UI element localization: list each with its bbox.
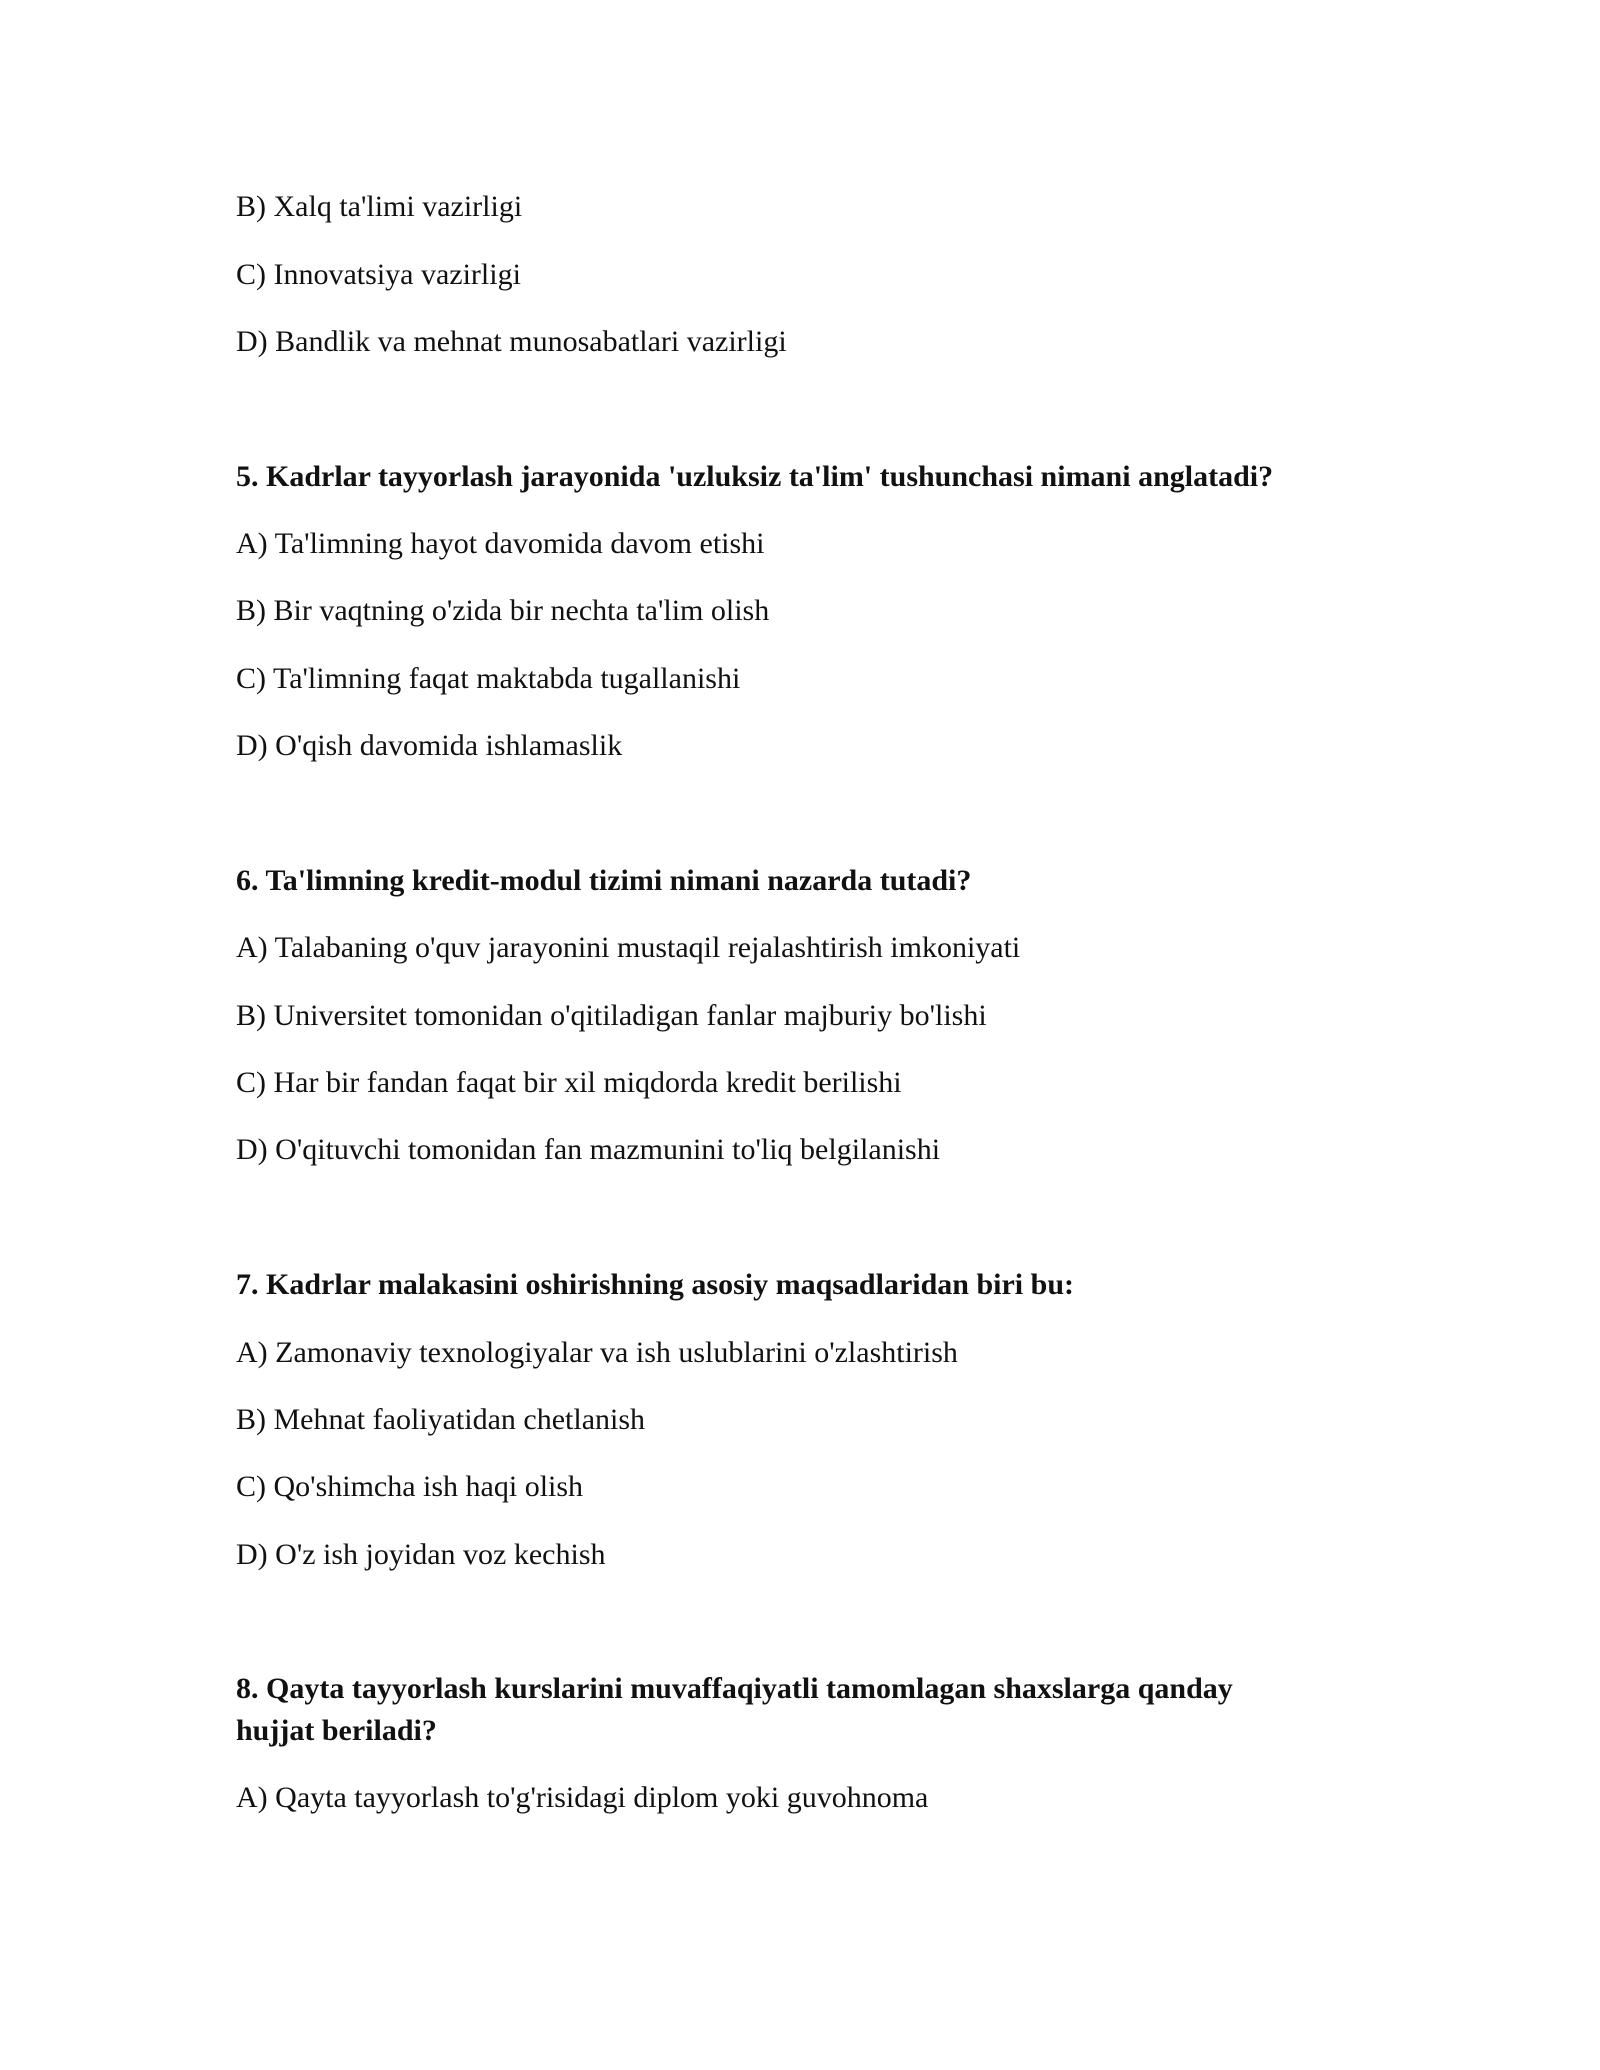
question-6: 6. Ta'limning kredit-modul tizimi nimani nazarda tutadi?: [236, 864, 972, 897]
option-7b: B) Mehnat faoliyatidan chetlanish: [236, 1403, 646, 1436]
question-7: 7. Kadrlar malakasini oshirishning asosiy maqsadlaridan biri bu:: [236, 1268, 1074, 1301]
option-4b: B) Xalq ta'limi vazirligi: [236, 190, 523, 223]
option-5d: D) O'qish davomida ishlamaslik: [236, 729, 623, 762]
option-6b: B) Universitet tomonidan o'qitiladigan fanlar majburiy bo'lishi: [236, 999, 987, 1032]
question-8-line-1: 8. Qayta tayyorlash kurslarini muvaffaqiyatli tamomlagan shaxslarga qanday: [236, 1672, 1233, 1705]
option-4c: C) Innovatsiya vazirligi: [236, 258, 521, 291]
option-8a: A) Qayta tayyorlash to'g'risidagi diplom yoki guvohnoma: [236, 1781, 929, 1814]
option-7c: C) Qo'shimcha ish haqi olish: [236, 1470, 584, 1503]
question-5: 5. Kadrlar tayyorlash jarayonida 'uzluksiz ta'lim' tushunchasi nimani anglatadi?: [236, 460, 1274, 493]
option-6c: C) Har bir fandan faqat bir xil miqdorda kredit berilishi: [236, 1066, 902, 1099]
option-5b: B) Bir vaqtning o'zida bir nechta ta'lim olish: [236, 594, 770, 627]
option-7d: D) O'z ish joyidan voz kechish: [236, 1538, 606, 1571]
option-5a: A) Ta'limning hayot davomida davom etishi: [236, 527, 765, 560]
option-6a: A) Talabaning o'quv jarayonini mustaqil rejalashtirish imkoniyati: [236, 931, 1021, 964]
option-5c: C) Ta'limning faqat maktabda tugallanishi: [236, 662, 741, 695]
question-8-line-2: hujjat beriladi?: [236, 1714, 437, 1747]
option-4d: D) Bandlik va mehnat munosabatlari vazirligi: [236, 325, 787, 358]
option-7a: A) Zamonaviy texnologiyalar va ish uslublarini o'zlashtirish: [236, 1336, 958, 1369]
option-6d: D) O'qituvchi tomonidan fan mazmunini to'liq belgilanishi: [236, 1133, 941, 1166]
